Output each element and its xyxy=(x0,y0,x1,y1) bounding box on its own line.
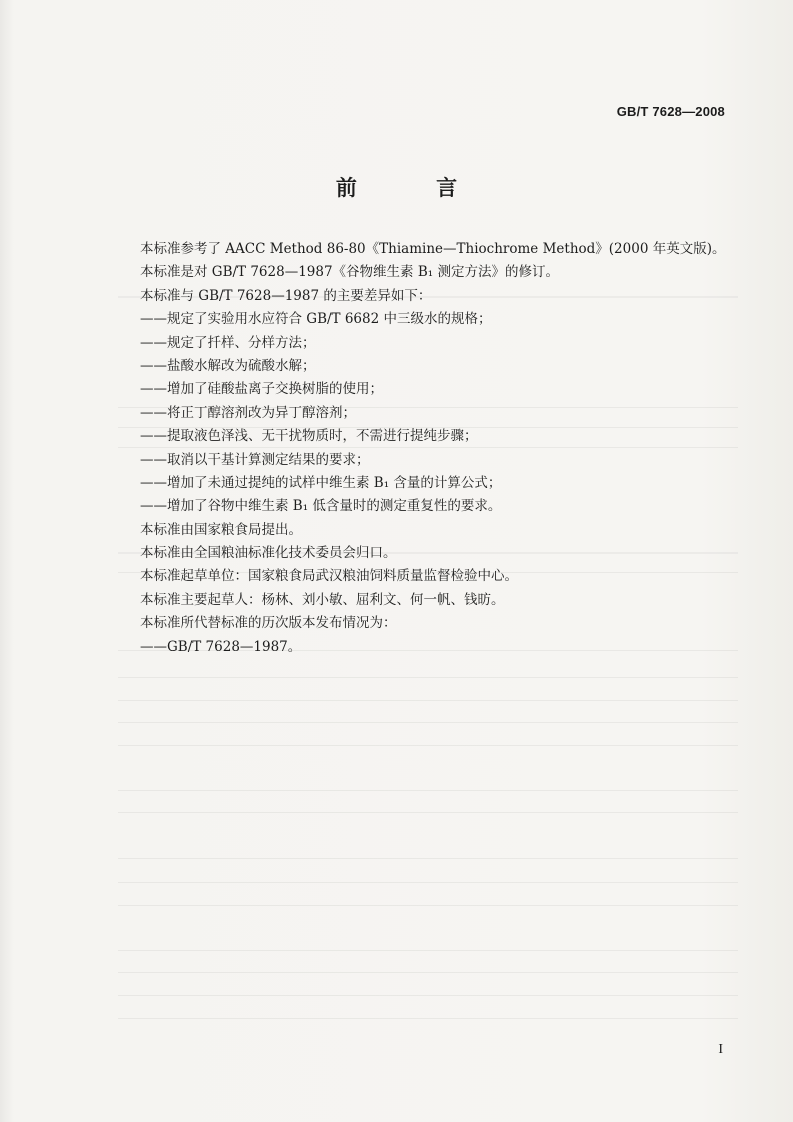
bleed-through-line xyxy=(118,950,738,951)
page-title: 前 言 xyxy=(335,176,494,200)
list-item: ——增加了未通过提纯的试样中维生素 B₁ 含量的计算公式； xyxy=(140,474,502,491)
body-line: 本标准与 GB/T 7628—1987 的主要差异如下： xyxy=(140,287,432,304)
bleed-through-line xyxy=(118,858,738,859)
list-item: ——GB/T 7628—1987。 xyxy=(140,638,302,655)
list-item: ——将正丁醇溶剂改为异丁醇溶剂； xyxy=(140,404,356,421)
page-number: I xyxy=(718,1042,723,1057)
body-line: 本标准是对 GB/T 7628—1987《谷物维生素 B₁ 测定方法》的修订。 xyxy=(140,264,559,281)
bleed-through-line xyxy=(118,1018,738,1019)
list-item: ——盐酸水解改为硫酸水解； xyxy=(140,357,316,374)
bleed-through-line xyxy=(118,995,738,996)
list-item: ——规定了扦样、分样方法； xyxy=(140,334,316,351)
bleed-through-line xyxy=(118,972,738,973)
list-item: ——提取液色泽浅、无干扰物质时，不需进行提纯步骤； xyxy=(140,428,478,445)
bleed-through-line xyxy=(118,905,738,906)
bleed-through-line xyxy=(118,745,738,746)
bleed-through-line xyxy=(118,677,738,678)
body-line: 本标准参考了 AACC Method 86-80《Thiamine—Thiochrome Method》(2000 年英文版)。 xyxy=(140,241,726,257)
bleed-through-line xyxy=(118,700,738,701)
standard-number: GB/T 7628—2008 xyxy=(616,104,725,119)
list-item: ——增加了谷物中维生素 B₁ 低含量时的测定重复性的要求。 xyxy=(140,498,502,515)
bleed-through-line xyxy=(118,722,738,723)
foreword-body xyxy=(140,238,740,659)
bleed-through-line xyxy=(118,812,738,813)
bleed-through-line xyxy=(118,882,738,883)
bleed-through-line xyxy=(118,790,738,791)
body-line: 本标准由全国粮油标准化技术委员会归口。 xyxy=(140,545,397,562)
list-item: ——取消以干基计算测定结果的要求； xyxy=(140,451,370,468)
body-line: 本标准由国家粮食局提出。 xyxy=(140,521,302,538)
body-line: 本标准起草单位：国家粮食局武汉粮油饲料质量监督检验中心。 xyxy=(140,568,518,585)
body-line: 本标准主要起草人：杨林、刘小敏、屈利文、何一帆、钱昉。 xyxy=(140,591,505,608)
body-line: 本标准所代替标准的历次版本发布情况为： xyxy=(140,615,397,632)
list-item: ——增加了硅酸盐离子交换树脂的使用； xyxy=(140,381,383,398)
list-item: ——规定了实验用水应符合 GB/T 6682 中三级水的规格； xyxy=(140,311,492,328)
